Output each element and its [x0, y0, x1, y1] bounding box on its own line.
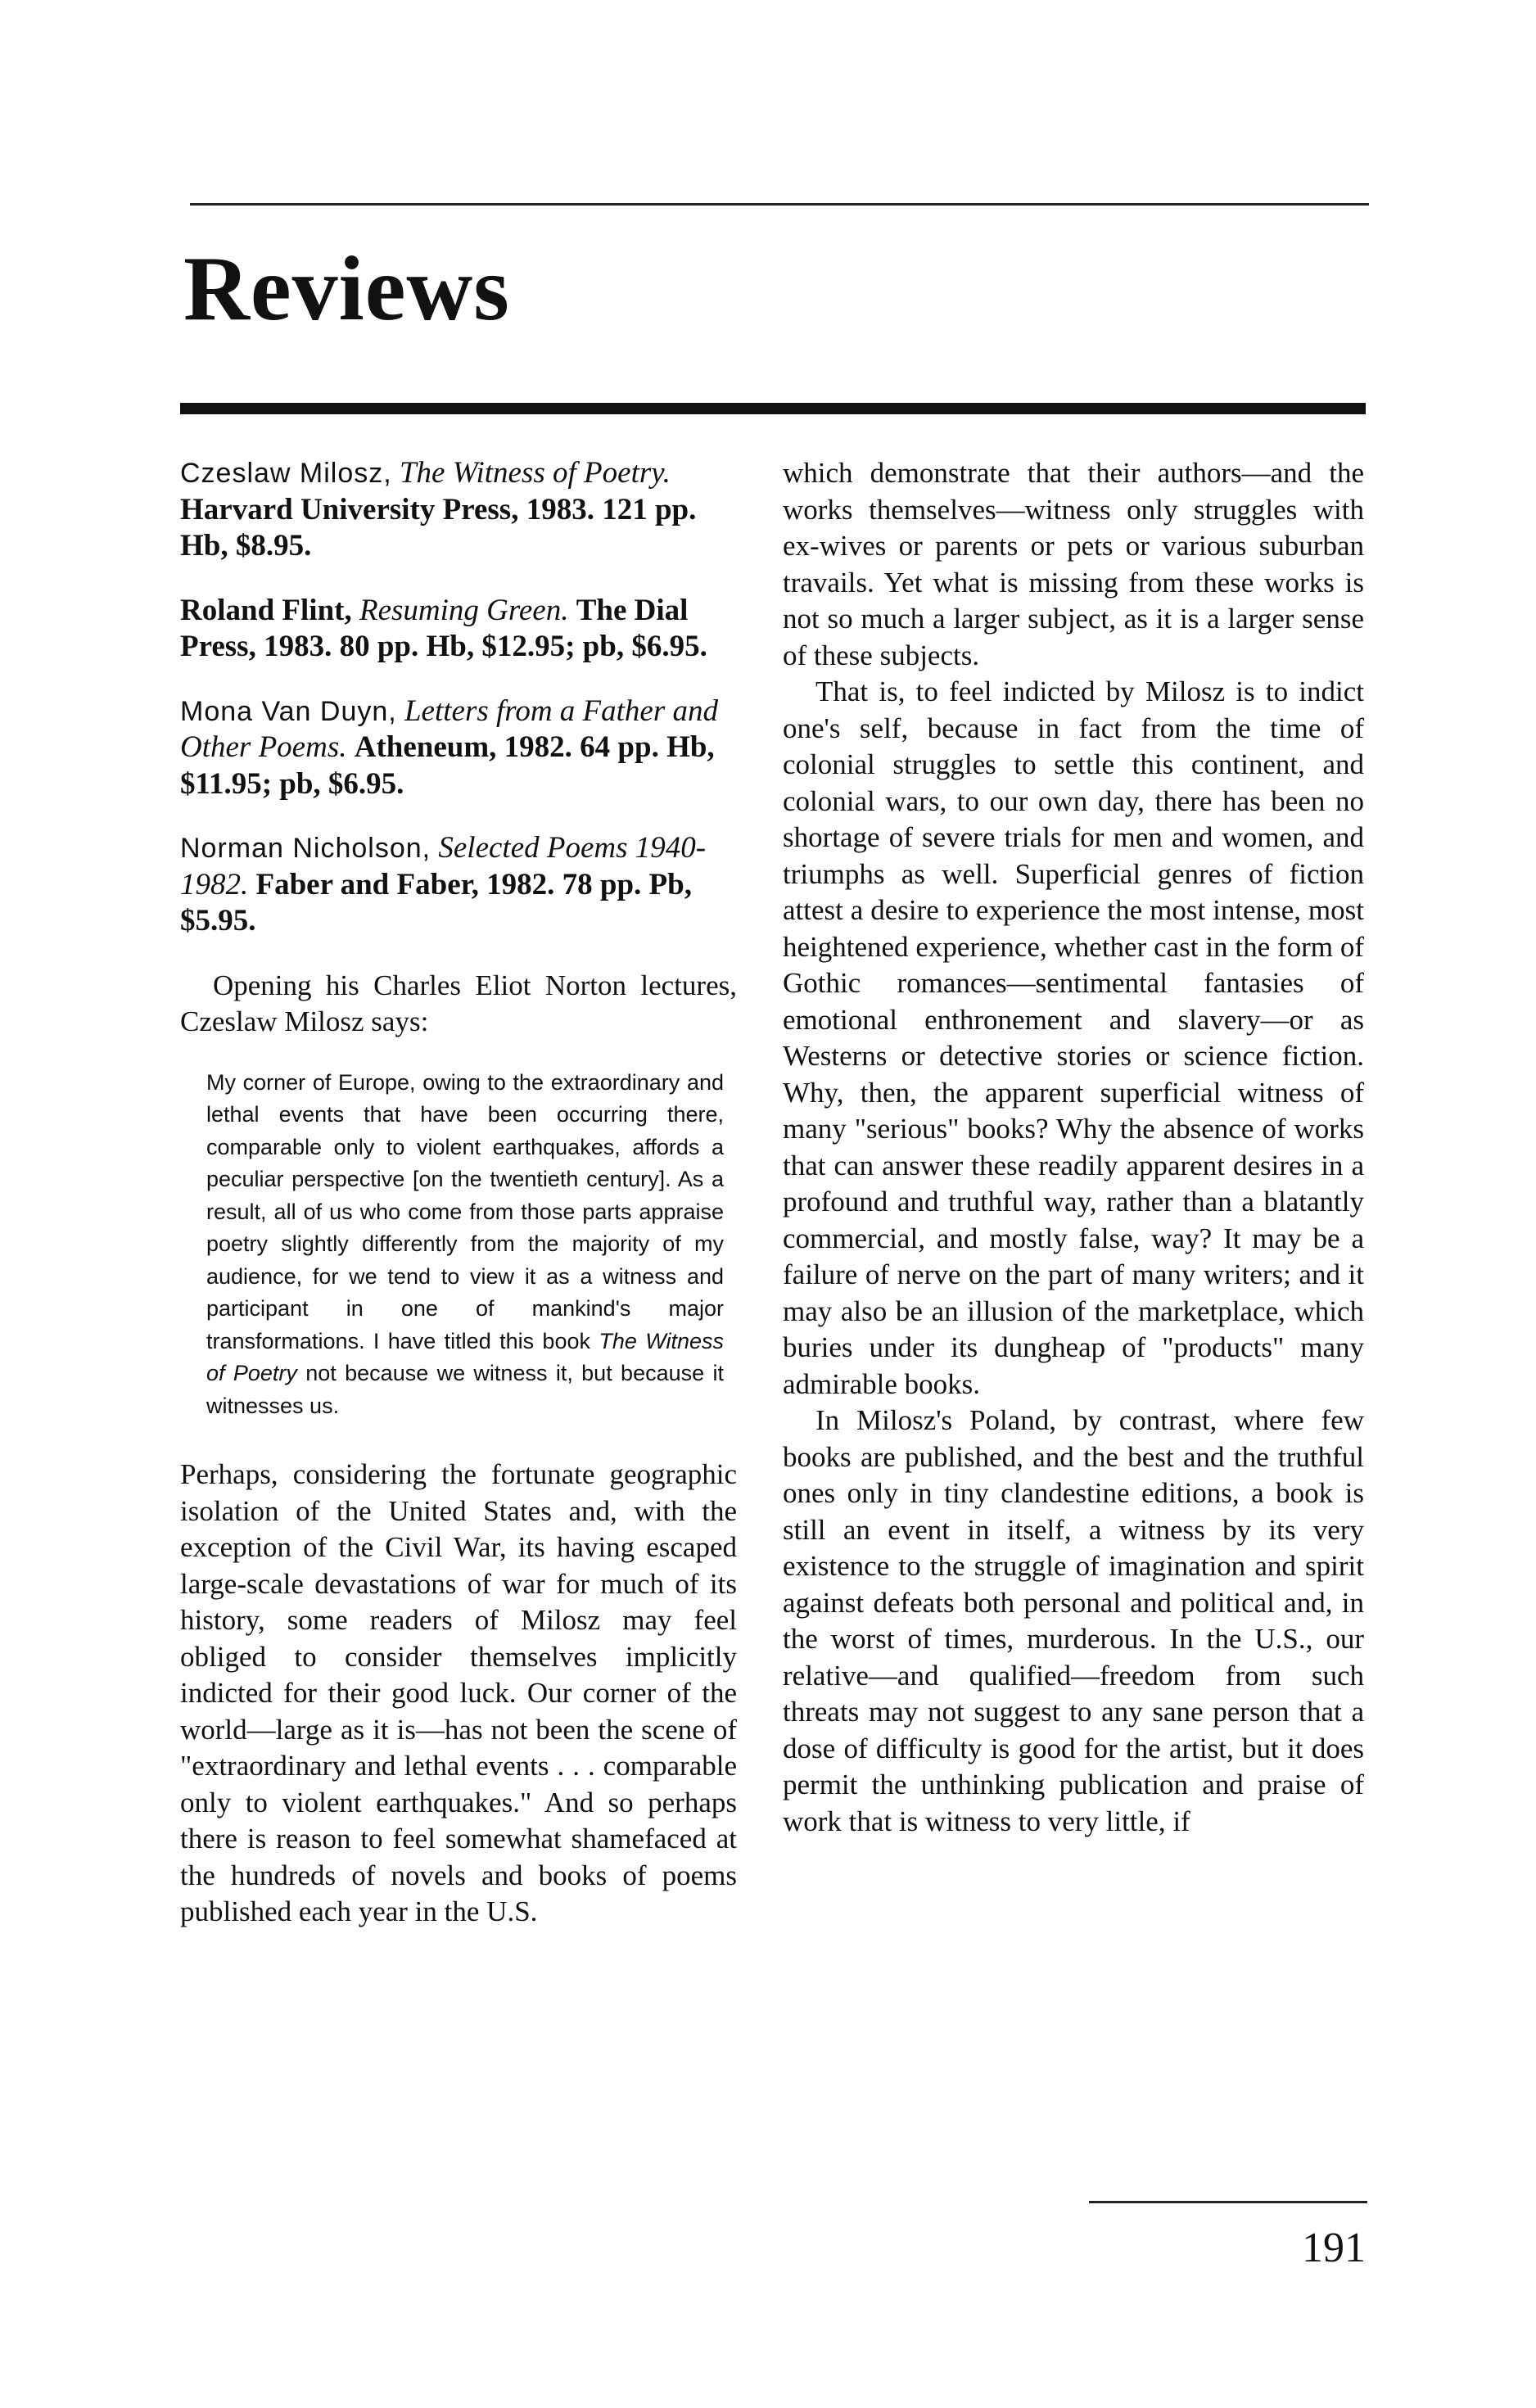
quote-text-before: My corner of Europe, owing to the extraordinary and lethal events that have been occurring there, comparable only to violent earthquakes, affords a peculiar perspective [on the twentieth century]. As a result, all of us who come from those parts appraise poetry slightly differently from the majority of my audience, for we tend to view it as a witness and participant in one of mankind's major transformations. I have titled this book: [206, 1069, 724, 1353]
citation-book-title: The Witness of Poetry.: [399, 456, 671, 490]
intro-paragraph: Opening his Charles Eliot Norton lectures, Czeslaw Milosz says:: [180, 969, 737, 1037]
body-paragraph-right-2: That is, to feel indicted by Milosz is to indict one's self, because in fact from the time of colonial struggles to settle this continent, and colonial wars, to our own day, there has been no shortage of severe trials for men and women, and triumphs as well. Superficial genres of fiction attest a desire to experience the most intense, most heightened experience, whether cast in the form of Gothic romances—sentimental fantasies of emotional enthronement and slavery—or as Westerns or detective stories or science fiction. Why, then, the apparent superficial witness of many "serious" books? Why the absence of works that can answer these readily apparent desires in a profound and truthful way, rather than a blatantly commercial, and mostly false, way? It may be a failure of nerve on the part of many writers; and it may also be an illusion of the marketplace, which buries under its dungheap of "products" many admirable books.: [783, 675, 1364, 1400]
milosz-quote: [206, 1067, 724, 1423]
left-column: [180, 455, 737, 1931]
citation-book-title: Resuming Green.: [359, 593, 569, 627]
page-title: Reviews: [183, 238, 510, 340]
citation-van-duyn: [180, 693, 737, 803]
citation-publication: Faber and Faber, 1982. 78 pp. Pb, $5.95.: [180, 867, 692, 937]
citation-publication: Harvard University Press, 1983. 121 pp. Hb, $8.95.: [180, 492, 697, 562]
citation-author: Mona Van Duyn,: [180, 695, 397, 727]
quote-book-title: The Witness of Poetry: [206, 1328, 724, 1385]
citation-book-title: Letters from a Father and Other Poems.: [180, 693, 718, 764]
right-column: [783, 455, 1364, 1840]
citation-milosz: [180, 455, 737, 565]
quote-text-after: not because we witness it, but because it witnesses us.: [206, 1361, 724, 1418]
body-paragraph-right-1: which demonstrate that their authors—and the works themselves—witness only struggles with ex-wives or parents or pets or various suburban travails. Yet what is missing from these works is not so much a larger subject, as it is a larger sense of these subjects.: [783, 457, 1364, 671]
citation-nicholson: [180, 830, 737, 940]
body-paragraph-right-3: In Milosz's Poland, by contrast, where few books are published, and the best and the truthful ones only in tiny clandestine editions, a book is still an event in itself, a witness by its very existence to the struggle of imagination and spirit against defeats both personal and political and, in the worst of times, murderous. In the U.S., our relative—and qualified—freedom from such threats may not suggest to any sane person that a dose of difficulty is good for the artist, but it does permit the unthinking publication and praise of work that is witness to very little, if: [783, 1404, 1364, 1837]
page-number: 191: [1302, 2225, 1366, 2271]
citation-publication: Atheneum, 1982. 64 pp. Hb, $11.95; pb, $6.95.: [180, 730, 715, 801]
citation-author: Norman Nicholson,: [180, 833, 431, 864]
title-rule: [180, 403, 1366, 414]
footer-rule: [1089, 2201, 1367, 2203]
citation-book-title: Selected Poems 1940-1982.: [180, 831, 707, 901]
body-paragraph-left: Perhaps, considering the fortunate geographic isolation of the United States and, with the exception of the Civil War, its having escaped large-scale devastations of war for much of its history, some readers of Milosz may feel obliged to consider themselves implicitly indicted for their good luck. Our corner of the world—large as it is—has not been the scene of "extraordinary and lethal events . . . comparable only to violent earthquakes." And so perhaps there is reason to feel somewhat shamefaced at the hundreds of novels and books of poems published each year in the U.S.: [180, 1458, 737, 1927]
top-rule: [190, 203, 1369, 206]
citation-author: Czeslaw Milosz,: [180, 458, 392, 489]
citation-publication: The Dial Press, 1983. 80 pp. Hb, $12.95; pb, $6.95.: [180, 593, 707, 663]
citation-flint: [180, 593, 737, 666]
citation-author: Roland Flint,: [180, 593, 352, 627]
